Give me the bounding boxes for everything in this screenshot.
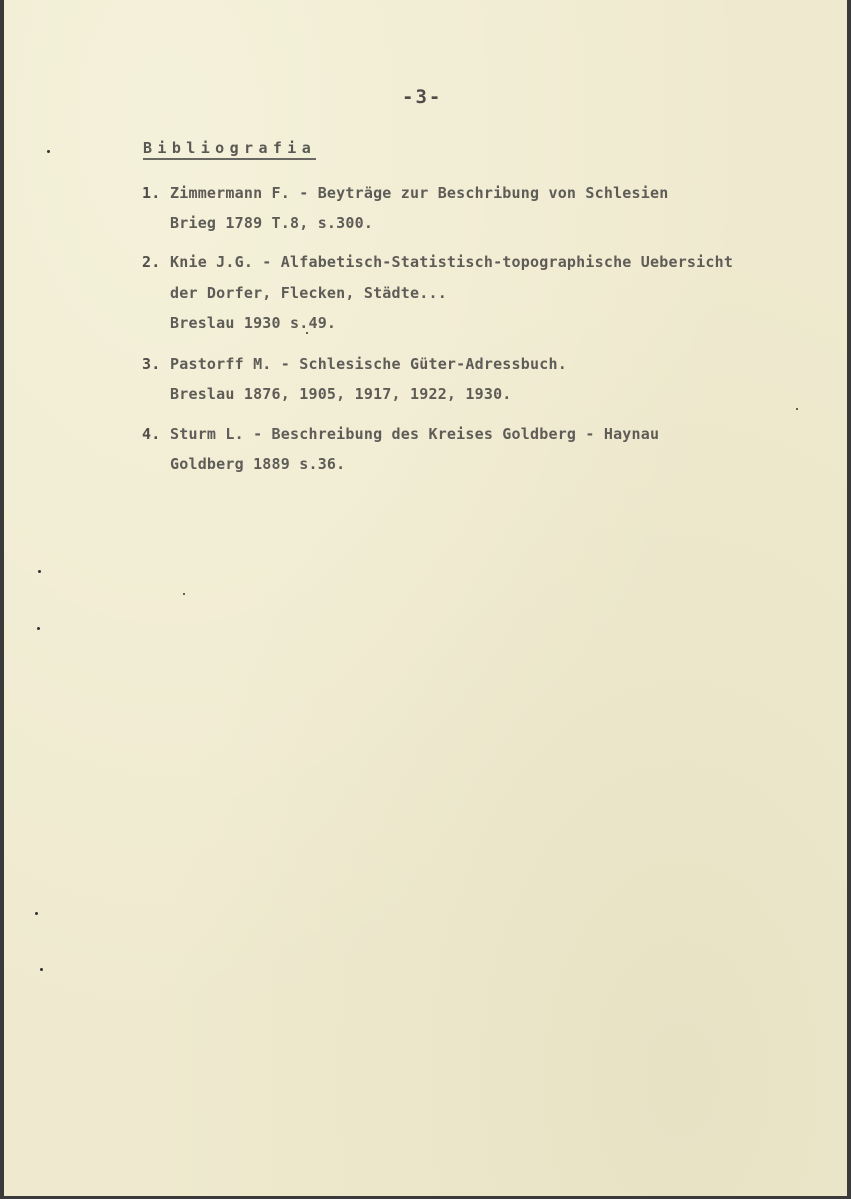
entry-3-text-1: Pastorff M. - Schlesische Güter-Adressbuch. xyxy=(170,355,567,373)
scan-speck xyxy=(38,570,41,573)
entry-4-line-1 xyxy=(142,425,659,443)
entry-4-text-1: Sturm L. - Beschreibung des Kreises Goldberg - Haynau xyxy=(170,425,660,443)
entry-2-line-1 xyxy=(142,253,733,271)
entry-3-line-1 xyxy=(142,355,567,373)
entry-2-line-2: der Dorfer, Flecken, Städte... xyxy=(170,284,447,302)
scan-speck xyxy=(183,593,185,595)
entry-1-text-1: Zimmermann F. - Beyträge zur Beschribung von Schlesien xyxy=(170,184,669,202)
scan-edge-left xyxy=(0,0,4,1199)
entry-4-number: 4. xyxy=(142,425,161,443)
scan-speck xyxy=(35,912,38,915)
scan-speck xyxy=(40,968,43,971)
scan-speck xyxy=(37,627,40,630)
bibliography-heading: Bibliografia xyxy=(143,139,316,160)
entry-2-line-3: Breslau 1930 s.49. xyxy=(170,314,337,332)
entry-1-number: 1. xyxy=(142,184,161,202)
scan-speck xyxy=(796,408,798,410)
entry-3-line-2: Breslau 1876, 1905, 1917, 1922, 1930. xyxy=(170,385,512,403)
entry-4-line-2: Goldberg 1889 s.36. xyxy=(170,455,346,473)
entry-2-number: 2. xyxy=(142,253,161,271)
entry-3-number: 3. xyxy=(142,355,161,373)
page-number: -3- xyxy=(402,86,443,108)
scan-speck xyxy=(306,332,308,334)
scan-speck xyxy=(47,150,50,153)
entry-2-text-1: Knie J.G. - Alfabetisch-Statistisch-topographische Uebersicht xyxy=(170,253,734,271)
entry-1-line-2: Brieg 1789 T.8, s.300. xyxy=(170,214,374,232)
scan-edge-right xyxy=(847,0,851,1199)
entry-1-line-1 xyxy=(142,184,668,202)
